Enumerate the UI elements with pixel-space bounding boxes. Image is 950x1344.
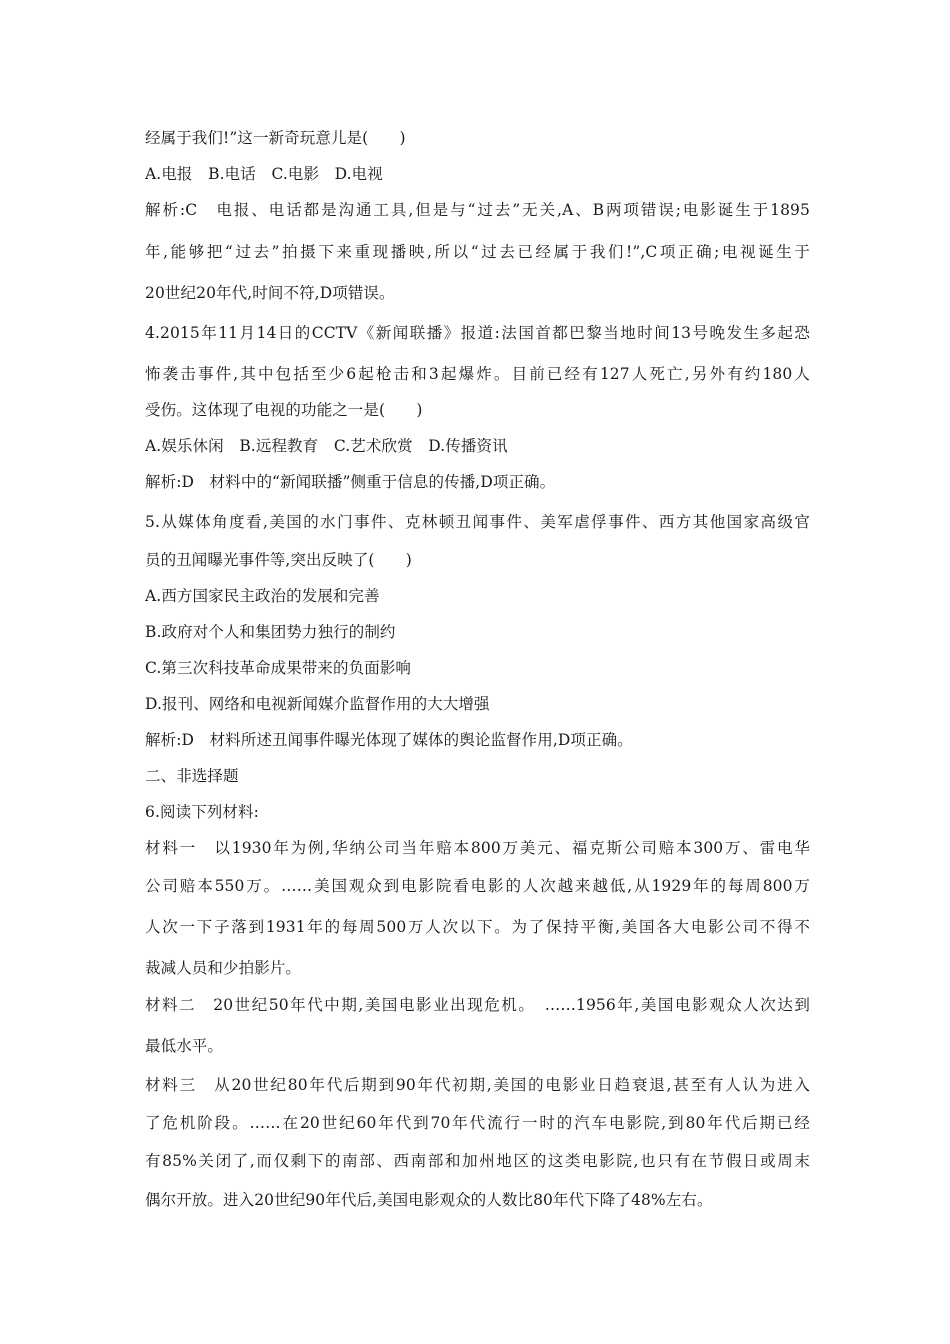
text-line: 材料二 20世纪50年代中期,美国电影业出现危机。 ……1956年,美国电影观众人次达到	[145, 996, 810, 1014]
text-line: 偶尔开放。进入20世纪90年代后,美国电影观众的人数比80年代下降了48%左右。	[145, 1191, 713, 1209]
section-heading: 二、非选择题	[145, 767, 239, 785]
text-line: 员的丑闻曝光事件等,突出反映了( )	[145, 551, 412, 569]
text-line: A.西方国家民主政治的发展和完善	[145, 587, 380, 605]
text-line: 经属于我们!”这一新奇玩意儿是( )	[145, 129, 406, 147]
text-line: 解析:D 材料所述丑闻事件曝光体现了媒体的舆论监督作用,D项正确。	[145, 731, 633, 749]
text-line: 解析:C 电报、电话都是沟通工具,但是与“过去”无关,A、B两项错误;电影诞生于1895	[145, 201, 810, 219]
text-line: 最低水平。	[145, 1037, 224, 1055]
text-line: 年,能够把“过去”拍摄下来重现播映,所以“过去已经属于我们!”,C项正确;电视诞生于	[145, 243, 810, 261]
text-line: B.政府对个人和集团势力独行的制约	[145, 623, 396, 641]
text-line: 20世纪20年代,时间不符,D项错误。	[145, 284, 395, 302]
text-line: 5.从媒体角度看,美国的水门事件、克林顿丑闻事件、美军虐俘事件、西方其他国家高级官	[145, 513, 810, 531]
text-line: 公司赔本550万。……美国观众到电影院看电影的人次越来越低,从1929年的每周800万	[145, 877, 810, 895]
text-line: 4.2015年11月14日的CCTV《新闻联播》报道:法国首都巴黎当地时间13号晚发生多起恐	[145, 324, 810, 342]
text-line: 受伤。这体现了电视的功能之一是( )	[145, 401, 423, 419]
text-line: C.第三次科技革命成果带来的负面影响	[145, 659, 412, 677]
text-line: A.电报 B.电话 C.电影 D.电视	[145, 165, 383, 183]
text-line: 有85%关闭了,而仅剩下的南部、西南部和加州地区的这类电影院,也只有在节假日或周末	[145, 1152, 810, 1170]
text-line: D.报刊、网络和电视新闻媒介监督作用的大大增强	[145, 695, 490, 713]
text-line: 人次一下子落到1931年的每周500万人次以下。为了保持平衡,美国各大电影公司不得不	[145, 918, 810, 936]
text-line: 裁减人员和少拍影片。	[145, 959, 302, 977]
text-line: 材料一 以1930年为例,华纳公司当年赔本800万美元、福克斯公司赔本300万、雷电华	[145, 839, 810, 857]
text-line: 了危机阶段。……在20世纪60年代到70年代流行一时的汽车电影院,到80年代后期已经	[145, 1114, 810, 1132]
text-line: 怖袭击事件,其中包括至少6起枪击和3起爆炸。目前已经有127人死亡,另外有约180人	[145, 365, 810, 383]
text-line: 解析:D 材料中的“新闻联播”侧重于信息的传播,D项正确。	[145, 473, 556, 491]
text-line: 材料三 从20世纪80年代后期到90年代初期,美国的电影业日趋衰退,甚至有人认为进入	[145, 1076, 810, 1094]
text-line: A.娱乐休闲 B.远程教育 C.艺术欣赏 D.传播资讯	[145, 437, 508, 455]
text-line: 6.阅读下列材料:	[145, 803, 259, 821]
